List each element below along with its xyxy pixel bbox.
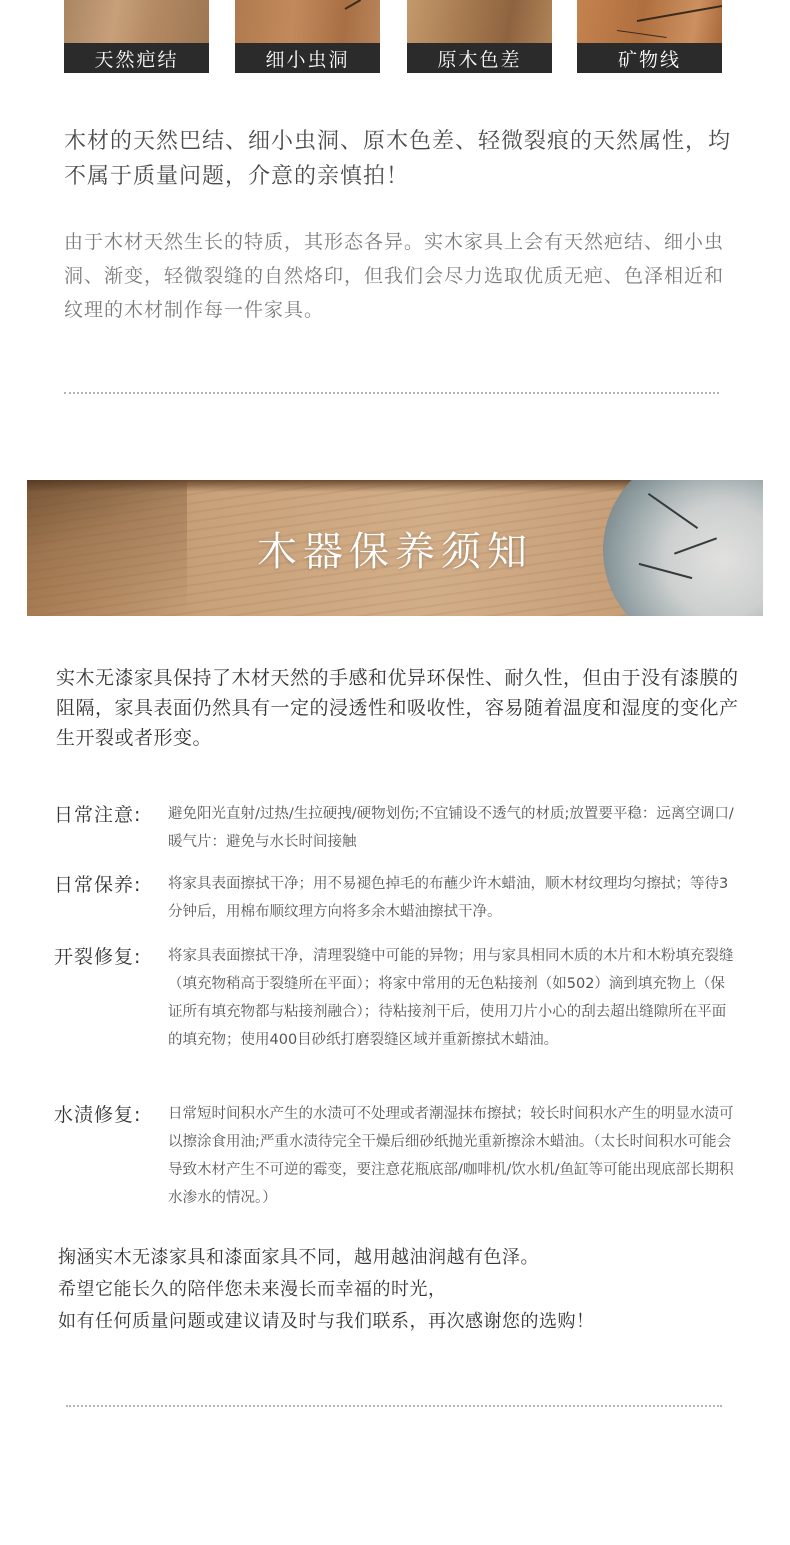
banner-title: 木器保养须知 [257, 528, 533, 575]
thumbnail-wormhole [235, 0, 380, 73]
mineral-line-wood-image [577, 0, 722, 44]
care-item-label: 水渍修复: [54, 1104, 142, 1126]
dotted-divider [66, 1405, 722, 1407]
intro-paragraph: 实木无漆家具保持了木材天然的手感和优异环保性、耐久性，但由于没有漆膜的阻隔，家具表面仍然具有一定的浸透性和吸收性，容易随着温度和湿度的变化产生开裂或者形变。 [56, 667, 739, 749]
thumbnail-caption: 矿物线 [577, 43, 722, 73]
dotted-divider [64, 392, 719, 394]
color-difference-wood-image [407, 0, 552, 44]
care-item-label: 日常注意: [54, 804, 142, 826]
thumbnail-caption: 天然疤结 [64, 43, 209, 73]
thumbnail-mineral-line [577, 0, 722, 73]
care-item-label: 开裂修复: [54, 946, 142, 968]
thumbnail-color-difference [407, 0, 552, 73]
care-item-label: 日常保养: [54, 874, 142, 896]
closing-line: 如有任何质量问题或建议请及时与我们联系，再次感谢您的选购！ [58, 1311, 595, 1332]
thumbnail-knot [64, 0, 209, 73]
care-item-text: 避免阳光直射/过热/生拉硬拽/硬物划伤;不宜铺设不透气的材质;放置要平稳：远离空调口/暖气片：避免与水长时间接触 [168, 806, 734, 850]
closing-line: 希望它能长久的陪伴您未来漫长而幸福的时光， [58, 1279, 447, 1300]
care-item-text: 将家具表面擦拭干净；用不易褪色掉毛的布蘸少许木蜡油，顺木材纹理均匀擦拭；等待3分钟后，用棉布顺纹理方向将多余木蜡油擦拭干净。 [168, 876, 729, 920]
knot-wood-image [64, 0, 209, 44]
care-banner [27, 480, 763, 616]
thumbnail-caption: 原木色差 [407, 43, 552, 73]
closing-message [58, 1242, 748, 1338]
thumbnail-caption: 细小虫洞 [235, 43, 380, 73]
natural-attributes-notice: 木材的天然巴结、细小虫洞、原木色差、轻微裂痕的天然属性，均不属于质量问题，介意的亲慎拍！ [64, 129, 732, 189]
care-item-text: 日常短时间积水产生的水渍可不处理或者潮湿抹布擦拭；较长时间积水产生的明显水渍可以擦涂食用油;严重水渍待完全干燥后细砂纸抛光重新擦涂木蜡油。（太长时间积水可能会导致木材产生不可逆的霉变，要注意花瓶底部/咖啡机/饮水机/鱼缸等可能出现底部长期积水渗水的情况。） [168, 1106, 734, 1206]
care-item-text: 将家具表面擦拭干净，清理裂缝中可能的异物；用与家具相同木质的木片和木粉填充裂缝（填充物稍高于裂缝所在平面）；将家中常用的无色粘接剂（如502）滴到填充物上（保证所有填充物都与粘接剂融合）；待粘接剂干后，使用刀片小心的刮去超出缝隙所在平面的填充物；使用400目砂纸打磨裂缝区域并重新擦拭木蜡油。 [168, 948, 734, 1048]
closing-line: 掬涵实木无漆家具和漆面家具不同，越用越油润越有色泽。 [58, 1247, 539, 1268]
wormhole-wood-image [235, 0, 380, 44]
defect-thumbnails [0, 0, 790, 80]
wood-characteristics-description: 由于木材天然生长的特质，其形态各异。实木家具上会有天然疤结、细小虫洞、渐变，轻微裂缝的自然烙印，但我们会尽力选取优质无疤、色泽相近和纹理的木材制作每一件家具。 [64, 231, 725, 321]
